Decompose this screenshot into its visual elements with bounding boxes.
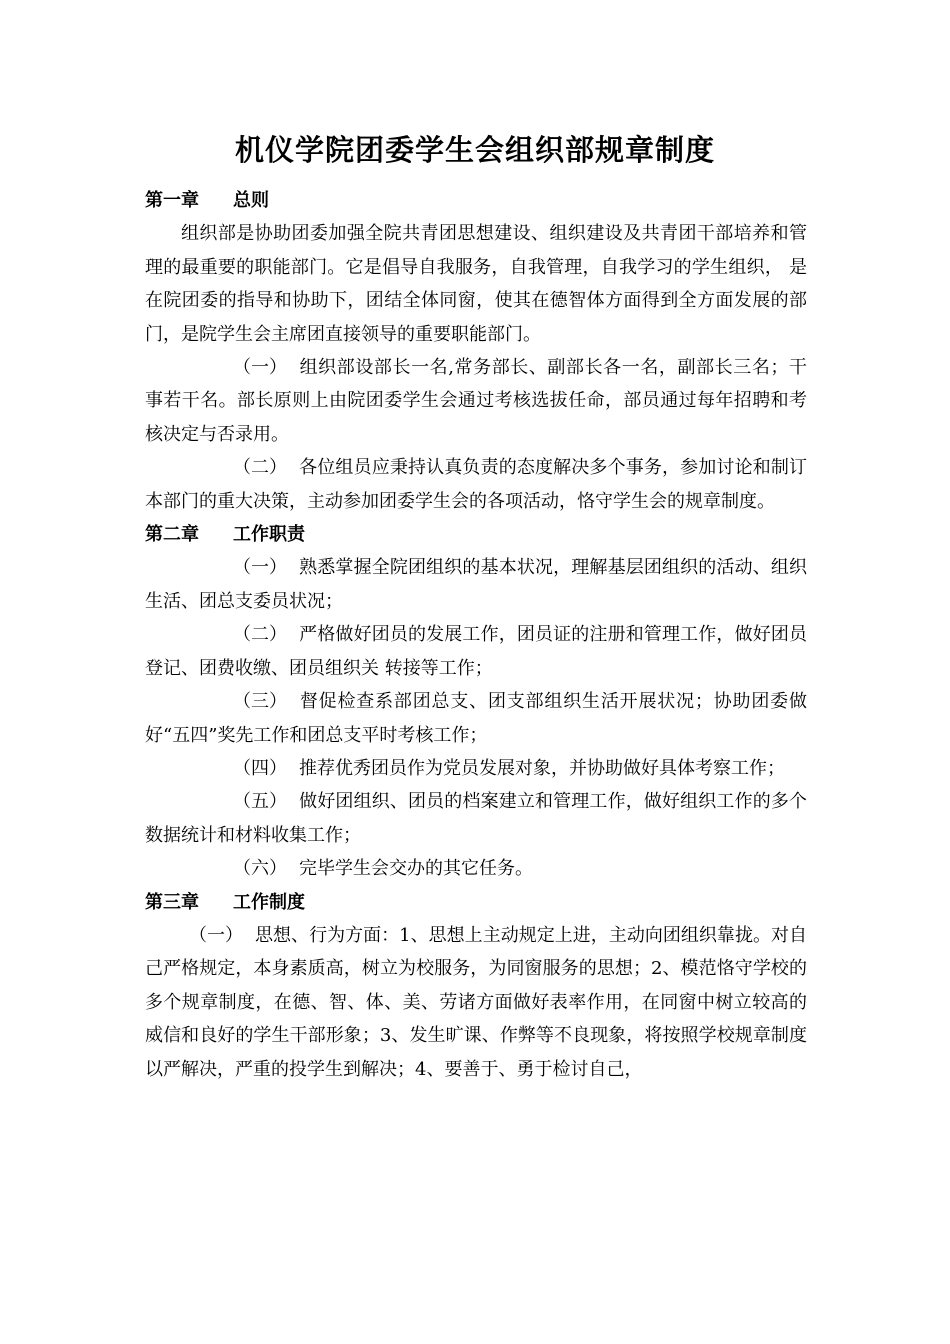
item-text: 各位组员应秉持认真负责的态度解决多个事务，参加讨论和制订本部门的重大决策，主动参加团委学生会的各项活动，恪守学生会的规章制度。 [145,457,807,512]
chapter-2-item-3 [145,685,807,752]
item-number: （六） [233,858,287,880]
chapter-1-item-1 [145,351,807,451]
chapter-1-number: 第一章 [145,190,199,211]
item-text: 组织部设部长一名,常务部长、副部长各一名，副部长三名；干事若干名。部长原则上由院团委学生会通过考核选拔任命，部员通过每年招聘和考核决定与否录用。 [145,357,807,445]
chapter-2-item-5 [145,785,807,852]
item-number: （三） [233,691,287,713]
chapter-1-name: 总则 [233,190,269,211]
item-text: 严格做好团员的发展工作，团员证的注册和管理工作，做好团员登记、团费收缴、团员组织关 转接等工作； [145,624,807,679]
chapter-2-heading [145,518,807,551]
chapter-1-heading [145,184,807,217]
page-title: 机仪学院团委学生会组织部规章制度 [234,133,715,167]
chapter-2-item-4 [145,752,807,785]
item-number: （四） [233,757,287,779]
item-number: （二） [233,624,287,646]
item-text: 完毕学生会交办的其它任务。 [299,858,533,880]
chapter-1-intro: 组织部是协助团委加强全院共青团思想建设、组织建设及共青团干部培养和管理的最重要的职能部门。它是倡导自我服务，自我管理，自我学习的学生组织， 是在院团委的指导和协助下，团结全体同窗，使其在德智体方面得到全方面发展的部门，是院学生会主席团直接领导的重要职能部门。 [145,223,807,345]
item-number: （一） [233,557,287,579]
item-text: 推荐优秀团员作为党员发展对象，并协助做好具体考察工作； [299,757,785,779]
chapter-2-item-6 [145,852,807,885]
item-number: （一） [233,357,287,379]
chapter-2-name: 工作职责 [233,524,305,546]
chapter-1-item-2 [145,451,807,518]
chapter-3-name: 工作制度 [233,891,305,913]
chapter-2-item-1 [145,551,807,618]
item-text: 做好团组织、团员的档案建立和管理工作，做好组织工作的多个数据统计和材料收集工作； [145,791,807,846]
chapter-2-number: 第二章 [145,524,199,546]
document-body [145,184,807,1086]
item-text: 思想、行为方面：1、思想上主动规定上进，主动向团组织靠拢。对自己严格规定，本身素质高，树立为校服务，为同窗服务的思想；2、模范恪守学校的多个规章制度，在德、智、体、美、劳诸方面做好表率作用，在同窗中树立较高的威信和良好的学生干部形象；3、发生旷课、作弊等不良现象，将按照学校规章制度以严解决，严重的投学生到解决；4、要善于、勇于检讨自己， [145,924,807,1080]
chapter-3-heading [145,886,807,919]
item-text: 熟悉掌握全院团组织的基本状况，理解基层团组织的活动、组织生活、团总支委员状况； [145,557,807,612]
chapter-3-number: 第三章 [145,891,199,913]
chapter-2-item-2 [145,618,807,685]
chapter-3-item-1 [145,919,807,1086]
item-number: （二） [233,457,287,479]
item-number: （五） [233,791,287,813]
item-number: （一） [189,924,243,946]
item-text: 督促检查系部团总支、团支部组织生活开展状况；协助团委做好“五四”奖先工作和团总支平时考核工作； [145,691,807,746]
